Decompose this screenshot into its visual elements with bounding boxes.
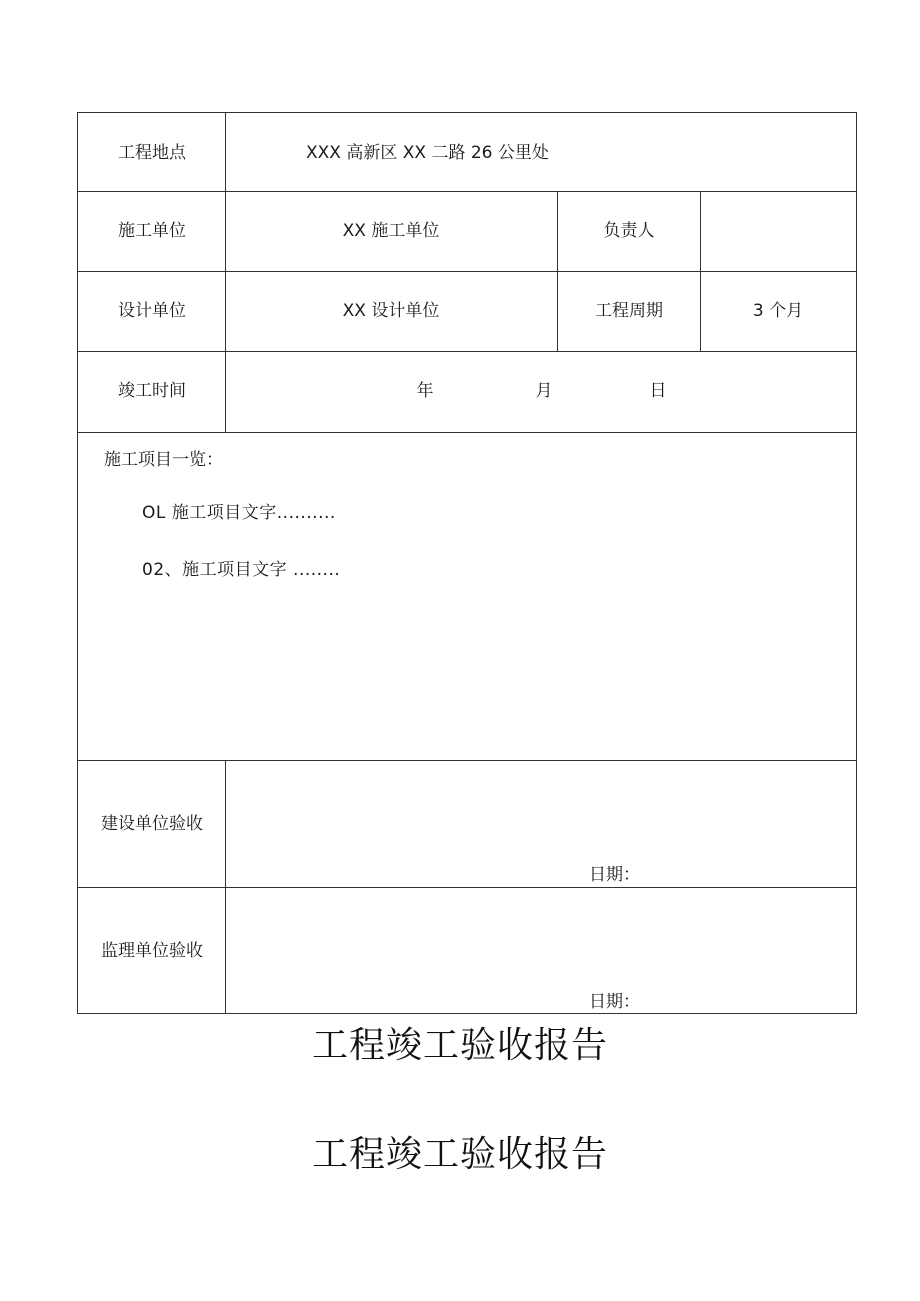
location-value: XXX 高新区 XX 二路 26 公里处 [306, 143, 549, 163]
construction-unit-label: 施工单位 [118, 221, 186, 241]
row-divider-1 [78, 191, 856, 192]
location-label: 工程地点 [118, 143, 186, 163]
supervisor-acceptance-date-label: 日期： [589, 992, 640, 1012]
completion-day: 日 [649, 381, 667, 401]
col-divider-label-lower [225, 760, 226, 1013]
acceptance-form [77, 112, 857, 1014]
project-period-value: 3 个月 [752, 301, 804, 321]
completion-month: 月 [535, 381, 553, 401]
supervisor-acceptance-label: 监理单位验收 [101, 941, 203, 961]
row-divider-6 [78, 887, 856, 888]
col-divider-mid [557, 191, 558, 351]
row-divider-5 [78, 760, 856, 761]
person-in-charge-label: 负责人 [603, 221, 655, 241]
col-divider-label [225, 113, 226, 432]
row-divider-2 [78, 271, 856, 272]
col-divider-right [700, 191, 701, 351]
design-unit-value: XX 设计单位 [342, 301, 440, 321]
project-item: 02、施工项目文字 ........ [142, 560, 341, 580]
completion-time-label: 竣工时间 [118, 381, 186, 401]
construction-unit-value: XX 施工单位 [342, 221, 440, 241]
completion-year: 年 [416, 381, 434, 401]
project-period-label: 工程周期 [595, 301, 663, 321]
row-divider-4 [78, 432, 856, 433]
report-title: 工程竣工验收报告 [311, 1025, 608, 1066]
project-items-heading: 施工项目一览： [104, 450, 223, 470]
builder-acceptance-date-label: 日期： [589, 865, 640, 885]
project-item: OL 施工项目文字.......... [142, 503, 336, 523]
design-unit-label: 设计单位 [118, 301, 186, 321]
report-title: 工程竣工验收报告 [311, 1134, 608, 1175]
row-divider-3 [78, 351, 856, 352]
builder-acceptance-label: 建设单位验收 [101, 814, 203, 834]
